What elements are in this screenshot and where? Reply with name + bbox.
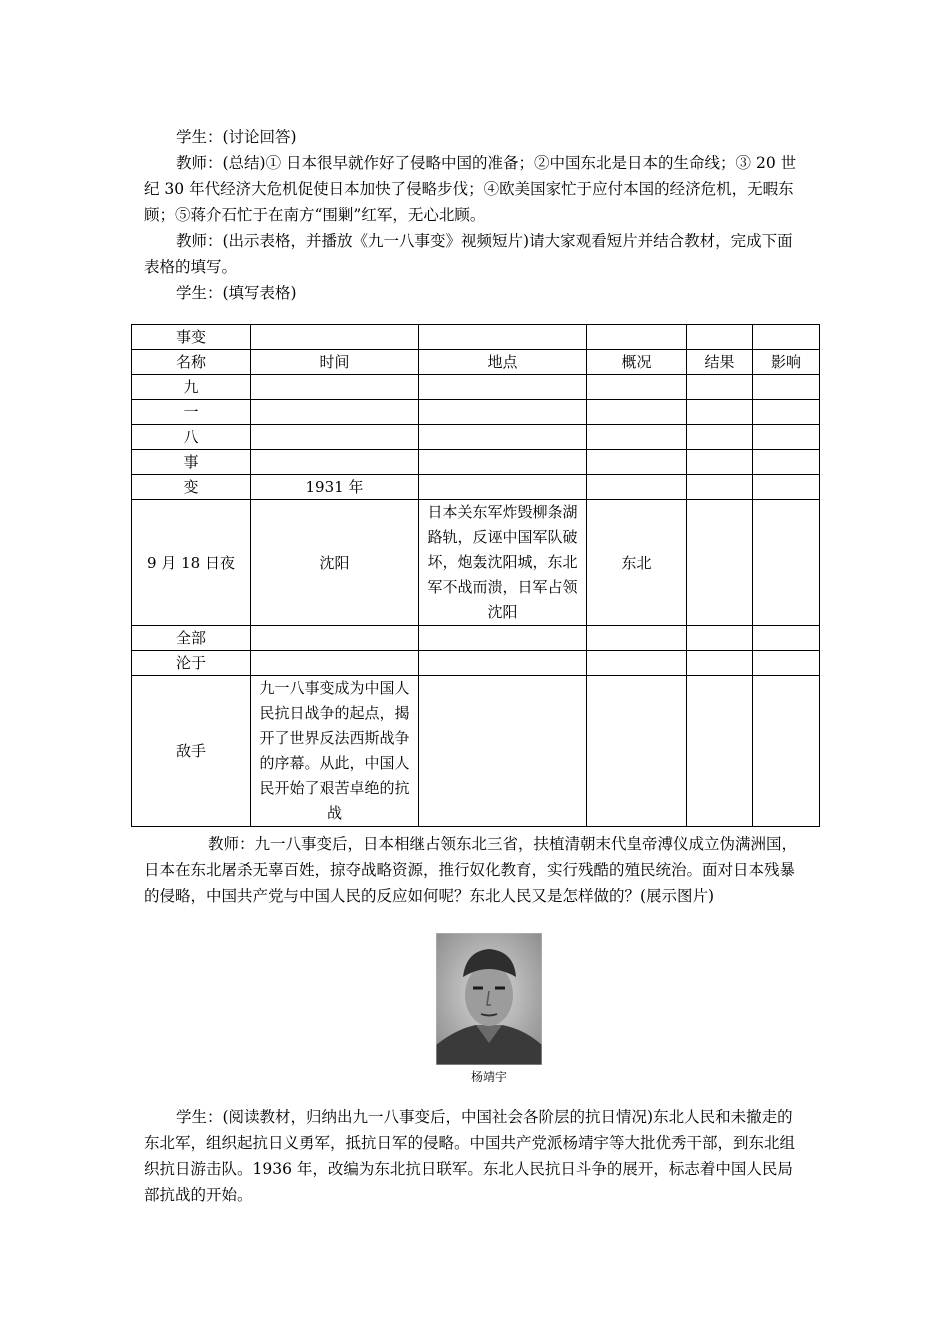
table-row — [132, 500, 820, 626]
header-result: 结果 — [687, 350, 753, 375]
header-place: 地点 — [419, 350, 587, 375]
para-student-fill: 学生：(填写表格) — [176, 284, 297, 302]
table-cell-overview: 日本关东军炸毁柳条湖路轨，反诬中国军队破坏，炮轰沈阳城，东北军不战而溃，日军占领沈阳 — [419, 500, 587, 626]
table-row — [132, 325, 820, 350]
table-row — [132, 651, 820, 676]
table-cell: 全部 — [132, 626, 251, 651]
yang-jingyu-photo — [436, 933, 542, 1065]
header-impact: 影响 — [753, 350, 820, 375]
table-cell: 变 — [132, 475, 251, 500]
table-cell: 敌手 — [132, 676, 251, 827]
table-cell: 事 — [132, 450, 251, 475]
table-row — [132, 400, 820, 425]
table-cell: 沦于 — [132, 651, 251, 676]
photo-caption: 杨靖宇 — [470, 1070, 507, 1084]
table-header-row — [132, 350, 820, 375]
table-row — [132, 626, 820, 651]
table-row — [132, 676, 820, 827]
para-teacher-occupation: 教师：九一八事变后，日本相继占领东北三省，扶植清朝末代皇帝溥仪成立伪满洲国，日本在东北屠杀无辜百姓，掠夺战略资源，推行奴化教育，实行残酷的殖民统治。面对日本残暴的侵略，中国共产党与中国人民的反应如何呢？东北人民又是怎样做的？(展示图片) — [144, 835, 798, 905]
table-cell: 一 — [132, 400, 251, 425]
table-cell-impact: 九一八事变成为中国人民抗日战争的起点，揭开了世界反法西斯战争的序幕。从此，中国人民开始了艰苦卓绝的抗战 — [251, 676, 419, 827]
table-cell-region: 东北 — [587, 500, 687, 626]
table-row — [132, 425, 820, 450]
table-cell-place: 沈阳 — [251, 500, 419, 626]
table-cell: 事变 — [132, 325, 251, 350]
para-student-discuss: 学生：(讨论回答) — [176, 128, 297, 146]
para-teacher-summary: 教师：(总结)① 日本很早就作好了侵略中国的准备；②中国东北是日本的生命线；③ 20 世纪 30 年代经济大危机促使日本加快了侵略步伐；④欧美国家忙于应付本国的经济危机，无暇东顾；⑤蒋介石忙于在南方“围剿”红军，无心北顾。 — [144, 154, 797, 224]
table-cell: 八 — [132, 425, 251, 450]
table-cell-date: 9 月 18 日夜 — [132, 500, 251, 626]
header-overview: 概况 — [587, 350, 687, 375]
para-teacher-table: 教师：(出示表格，并播放《九一八事变》视频短片)请大家观看短片并结合教材，完成下面表格的填写。 — [144, 232, 793, 276]
para-student-reading: 学生：(阅读教材，归纳出九一八事变后，中国社会各阶层的抗日情况)东北人民和未撤走的东北军，组织起抗日义勇军，抵抗日军的侵略。中国共产党派杨靖宇等大批优秀干部，到东北组织抗日游击队。1936 年，改编为东北抗日联军。东北人民抗日斗争的展开，标志着中国人民局部抗战的开始。 — [144, 1108, 796, 1204]
table-row — [132, 475, 820, 500]
table-row — [132, 375, 820, 400]
incident-table — [131, 324, 820, 827]
header-time: 时间 — [251, 350, 419, 375]
table-cell: 九 — [132, 375, 251, 400]
table-cell-time: 1931 年 — [251, 475, 419, 500]
header-name: 名称 — [132, 350, 251, 375]
table-row — [132, 450, 820, 475]
